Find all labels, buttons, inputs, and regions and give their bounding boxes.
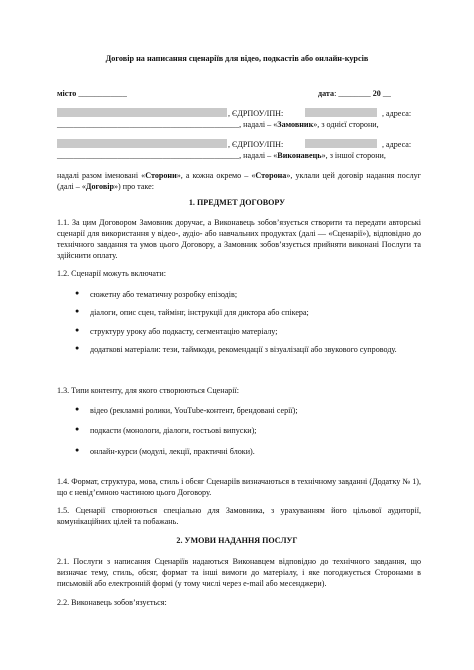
party2-edrpou-field[interactable] xyxy=(305,139,377,148)
city-line xyxy=(57,88,127,99)
party2-edrpou: , ЄДРПОУ/ІПН: xyxy=(228,140,284,149)
party1-line1 xyxy=(57,108,227,119)
list-1: ● сюжетну або тематичну розробку епізодів; ● діалоги, опис сцен, таймінг, інструкції для диктора або спікера; ● структуру уроку або подкасту, сегментацію матеріалу; ● додаткові матеріали: тези, таймкоди, рекомендації з візуалізації або звукового супроводу. xyxy=(75,289,397,354)
clause-1-2: 1.2. Сценарії можуть включати: xyxy=(57,269,166,278)
document-title: Договір на написання сценаріїв для відео, подкастів або онлайн-курсів xyxy=(105,54,369,63)
party1-edrpou-field-wrap xyxy=(305,108,377,119)
party1-address-blank[interactable]: _____________________________________________ xyxy=(57,120,240,129)
bullet-icon: ● xyxy=(75,405,80,413)
bullet-icon: ● xyxy=(75,326,80,334)
party1-edrpou-field[interactable] xyxy=(305,108,377,117)
party1-edrpou: , ЄДРПОУ/ІПН: xyxy=(228,109,284,118)
date-label: дата xyxy=(318,89,335,98)
bullet-icon: ● xyxy=(75,289,80,297)
clause-1-4: 1.4. Формат, структура, мова, стиль і обсяг Сценаріїв визначаються в технічному завданні (Додатку № 1), що є невід’ємною частиною цього Договору. xyxy=(57,477,421,497)
bullet-icon: ● xyxy=(75,446,80,454)
section1-heading: 1. ПРЕДМЕТ ДОГОВОРУ xyxy=(188,198,286,207)
date-line: дата: ________ 20 __ xyxy=(318,89,391,98)
party2-name-field[interactable] xyxy=(57,139,227,148)
bullet-icon: ● xyxy=(75,425,80,433)
clause-2-1: 2.1. Послуги з написання Сценаріїв надаються Виконавцем відповідно до технічного завдання, що визначає тему, стиль, обсяг, формат та інші вимоги до матеріалу, і яке погоджується Сторонами в письмовій або електронній формі (у тому числі через e-mail або месенджери). xyxy=(57,557,421,588)
clause-1-3: 1.3. Типи контенту, для якого створюються Сценарії: xyxy=(57,386,239,395)
party2-address: , адреса: xyxy=(382,140,412,149)
party2-line2: _____________________________________________, надалі – «Виконавець», з іншої сторони, xyxy=(57,151,386,160)
party1-name-field[interactable] xyxy=(57,108,227,117)
year-label: 20 xyxy=(372,89,381,98)
bullet-icon: ● xyxy=(75,344,80,352)
party1-address: , адреса: xyxy=(382,109,412,118)
city-label: місто xyxy=(57,89,77,98)
section2-heading: 2. УМОВИ НАДАННЯ ПОСЛУГ xyxy=(176,536,298,545)
year-blank[interactable]: __ xyxy=(382,89,391,98)
party2-line1 xyxy=(57,139,227,150)
list-2: ● відео (рекламні ролики, YouTube-контент, брендовані серії); ● подкасти (монологи, діалоги, гостьові випуски); ● онлайн-курси (модулі, лекції, практичні блоки). xyxy=(75,405,298,456)
clause-2-2: 2.2. Виконавець зобов’язується: xyxy=(57,598,167,607)
clause-1-5: 1.5. Сценарії створюються спеціально для Замовника, з урахуванням його цільової аудиторії, комунікаційних цілей та побажань. xyxy=(57,506,421,526)
party2-role: Виконавець xyxy=(277,151,322,160)
intro-paragraph: надалі разом іменовані «Сторони», а кожна окремо – «Сторона», уклали цей договір надання послуг (далі – «Договір») про таке: xyxy=(57,171,421,191)
party1-line2: _____________________________________________, надалі – «Замовник», з однієї сторони, xyxy=(57,120,379,129)
city-blank[interactable]: ____________ xyxy=(78,89,127,98)
party2-address-blank[interactable]: _____________________________________________ xyxy=(57,151,240,160)
bullet-icon: ● xyxy=(75,307,80,315)
clause-1-1: 1.1. За цим Договором Замовник доручає, а Виконавець зобов’язується створити та передати авторські сценарії для використання у відео-, аудіо- або навчальних продуктах (далі — «Сценарії»), відповідно до технічного завдання та умов цього Договору, а Замовник зобов’язується прийняти виконані Послуги та здійснити оплату. xyxy=(57,218,421,260)
party2-edrpou-field-wrap xyxy=(305,139,377,150)
party1-role: Замовник xyxy=(277,120,314,129)
date-blank[interactable]: ________ xyxy=(338,89,371,98)
